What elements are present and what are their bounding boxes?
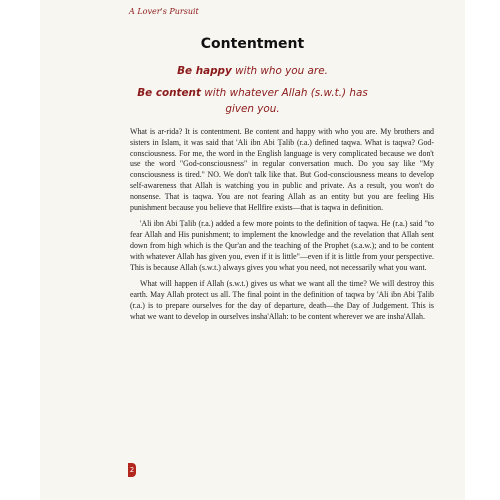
paragraph: What is ar-rida? It is contentment. Be content and happy with who you are. My brothers and sisters in Islam, it was said that 'Ali ibn Abi Ṭalib (r.a.) defined taqwa. What is taqwa? God-consciousness. For me, the word in the English language is very complicated because we don't use the word "God-consciousness" in regular conversation much. Do you say like "My consciousness is tired." NO. We don't talk like that. But God-consciousness means to develop self-awareness that Allah is watching you in public and private. As a result, you won't do nonsense. That is taqwa. You are not fearing Allah as an entity but you are feeling His punishment because you believe that Hellfire exists—that is taqwa in definition. [130,127,434,212]
epigraph-line-1 [40,63,465,79]
epigraph-line-2 [40,85,465,101]
epigraph-line-3: given you. [225,103,280,115]
epigraph-emphasis-2: Be content [137,87,201,99]
paragraph: What will happen if Allah (s.w.t.) gives us what we want all the time? We will destroy this earth. May Allah protect us all. The final point in the definition of taqwa by 'Ali ibn Abi Ṭalib (r.a.) is to prepare ourselves for the day of departure, death—the Day of Judgement. This is what we want to develop in ourselves insha'Allah: to be content wherever we are insha'Allah. [130,279,434,321]
epigraph-text-1: with who you are. [231,65,328,77]
epigraph-emphasis-1: Be happy [177,65,232,77]
paragraph: 'Ali ibn Abi Ṭalib (r.a.) added a few more points to the definition of taqwa. He (r.a.) said "to fear Allah and His punishment; to implement the knowledge and the revelation that Allah sent down from high which is the Qur'an and the teaching of the Prophet (s.a.w.); and to be content with whatever Allah has given you, even if it is little"—even if it is little from your perspective. This is because Allah (s.w.t.) always gives you what you need, not necessarily what you want. [130,219,434,272]
running-header: A Lover's Pursuit [129,7,199,16]
chapter-title: Contentment [200,36,305,52]
epigraph-text-2: with whatever Allah (s.w.t.) has [200,87,368,99]
book-page [40,0,465,500]
epigraph [40,63,465,117]
page-number-tab: 2 [128,463,136,477]
body-text [130,127,434,329]
